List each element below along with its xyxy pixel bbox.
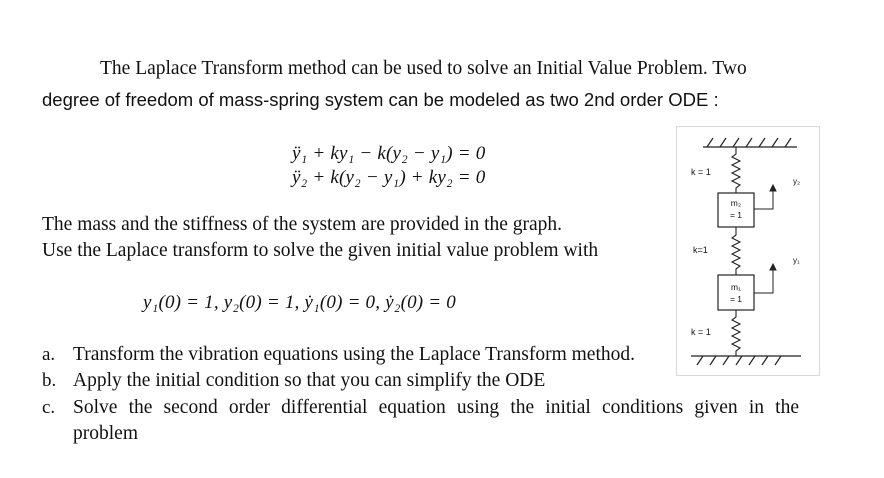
initial-conditions: y₁(0) = 1, y₂(0) = 1, ẏ₁(0) = 0, ẏ₂(0) = 0 — [143, 292, 456, 313]
intro-line-2: degree of freedom of mass-spring system can be modeled as two 2nd order ODE : — [42, 89, 719, 110]
intro-line-1: The Laplace Transform method can be used to solve an Initial Value Problem. Two — [100, 58, 747, 79]
task-c-letter: c. — [42, 397, 56, 418]
y2-label: y₂ — [793, 177, 801, 186]
y1-displacement-icon — [754, 264, 776, 293]
mass-1-name: m₁ — [731, 282, 741, 292]
body-line-1: The mass and the stiffness of the system are provided in the graph. — [42, 214, 563, 235]
mass-1-block — [718, 275, 754, 310]
equation-2: ÿ₂ + k(y₂ − y₁) + ky₂ = 0 — [292, 167, 486, 188]
top-ground-icon — [703, 138, 797, 147]
mass-2-name: m₂ — [730, 198, 742, 208]
equation-1: ÿ₁ + ky₁ − k(y₂ − y₁) = 0 — [292, 143, 486, 164]
mass-2-value: = 1 — [729, 210, 743, 220]
bottom-spring-icon — [732, 310, 740, 356]
body-line-2: Use the Laplace transform to solve the given initial value problem with — [42, 240, 599, 261]
spring-top-label: k = 1 — [691, 167, 711, 177]
spring-middle-label: k=1 — [693, 245, 708, 255]
middle-spring-icon — [732, 227, 740, 275]
task-b-text: Apply the initial condition so that you can simplify the ODE — [73, 370, 546, 391]
mass-1-value: = 1 — [729, 294, 743, 304]
top-spring-icon — [732, 147, 740, 193]
task-b-letter: b. — [42, 370, 57, 391]
y1-label: y₁ — [793, 256, 800, 265]
task-c-text: Solve the second order differential equation using the initial conditions given in the — [73, 397, 799, 418]
task-c-text-continued: problem — [73, 423, 138, 444]
bottom-ground-icon — [691, 356, 801, 365]
mass-spring-diagram — [676, 126, 820, 376]
y2-displacement-icon — [754, 185, 776, 209]
task-a-letter: a. — [42, 344, 56, 365]
task-a-text: Transform the vibration equations using the Laplace Transform method. — [73, 344, 635, 365]
spring-bottom-label: k = 1 — [691, 327, 711, 337]
